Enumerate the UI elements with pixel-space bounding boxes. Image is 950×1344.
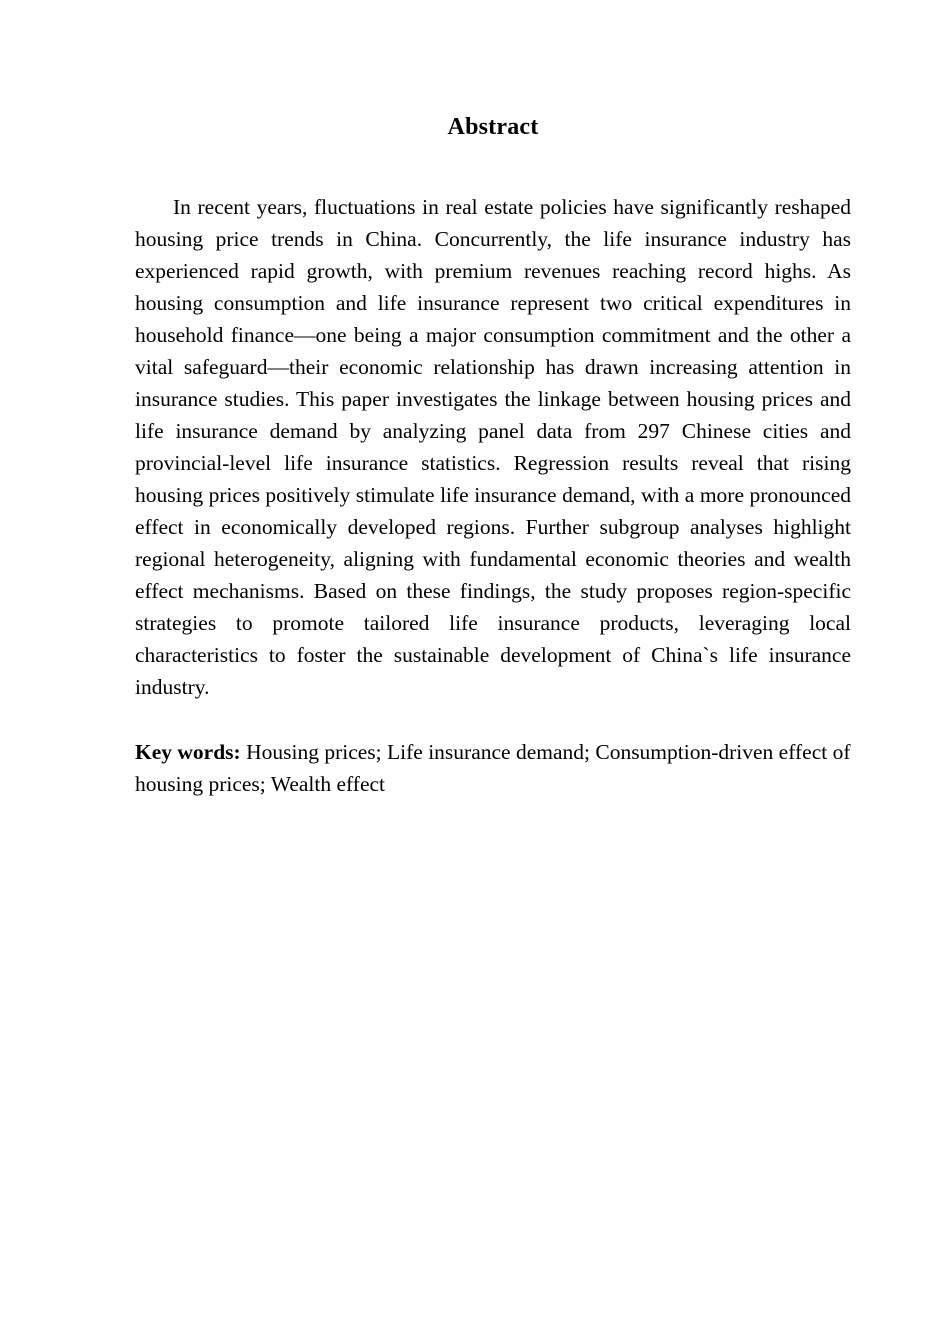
page-title: Abstract (447, 114, 539, 140)
keywords-section (135, 736, 851, 800)
keywords-label: Key words: (135, 740, 241, 764)
document-content (135, 112, 851, 800)
keywords-list: Housing prices; Life insurance demand; Consumption-driven effect of housing prices; Wealth effect (135, 740, 851, 796)
abstract-paragraph: In recent years, fluctuations in real estate policies have significantly reshaped housing price trends in China. Concurrently, the life insurance industry has experienced rapid growth, with premium revenues reaching record highs. As housing consumption and life insurance represent two critical expenditures in household finance—one being a major consumption commitment and the other a vital safeguard—their economic relationship has drawn increasing attention in insurance studies. This paper investigates the linkage between housing prices and life insurance demand by analyzing panel data from 297 Chinese cities and provincial-level life insurance statistics. Regression results reveal that rising housing prices positively stimulate life insurance demand, with a more pronounced effect in economically developed regions. Further subgroup analyses highlight regional heterogeneity, aligning with fundamental economic theories and wealth effect mechanisms. Based on these findings, the study proposes region-specific strategies to promote tailored life insurance products, leveraging local characteristics to foster the sustainable development of China`s life insurance industry. (135, 195, 851, 699)
